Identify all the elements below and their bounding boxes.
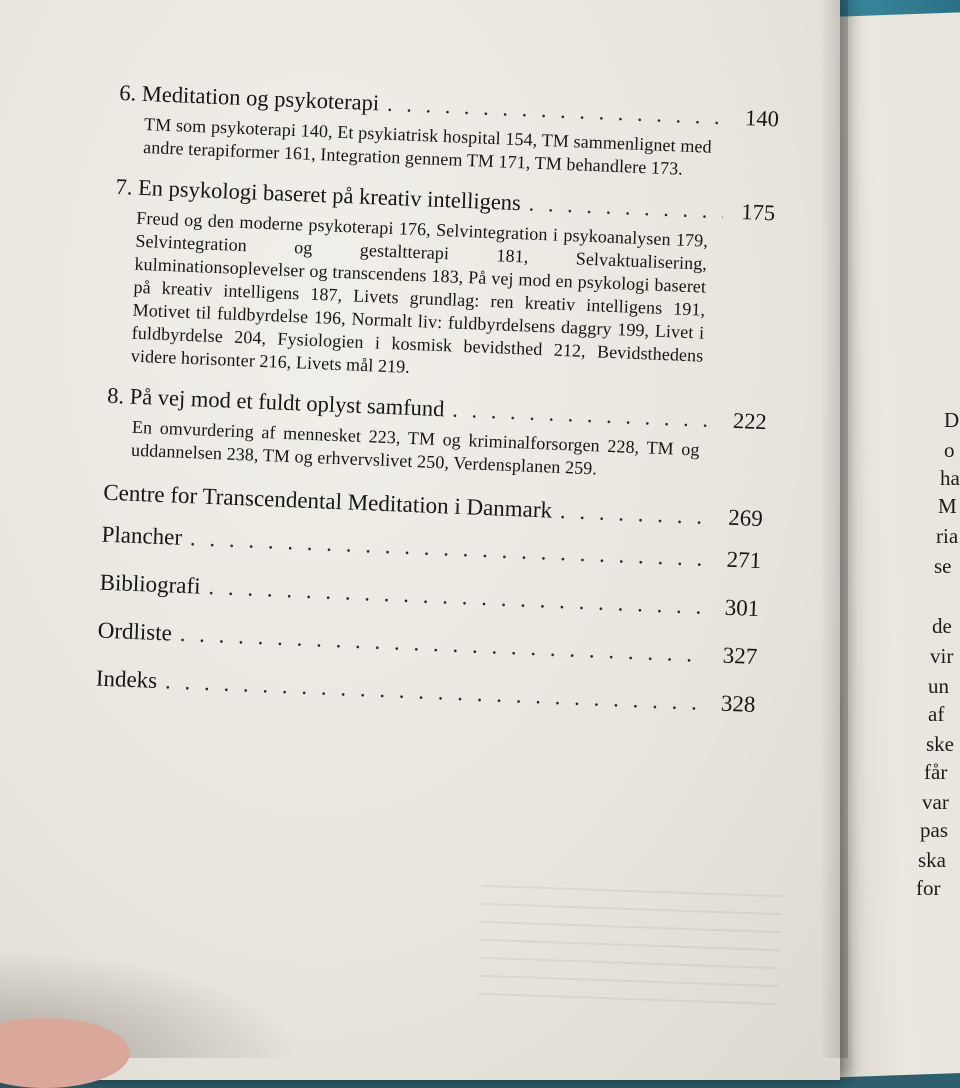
page-number: 222 (732, 407, 768, 435)
page-number: 328 (720, 690, 756, 717)
text-fragment: ha (940, 466, 960, 490)
dot-leader (528, 189, 724, 227)
page-number: 140 (744, 105, 780, 132)
text-fragment: un (928, 674, 949, 698)
text-fragment: for (916, 876, 941, 900)
table-of-contents (95, 78, 780, 729)
page-number: 269 (727, 504, 764, 532)
chapter-subentries: En omvurdering af mennesket 223, TM og kriminalforsorgen 228, TM og uddannelsen 238, TM og erhvervslivet 250, Verdensplanen 259. (130, 416, 700, 479)
text-fragment: ske (926, 732, 954, 756)
text-fragment: af (928, 702, 945, 726)
text-fragment: de (932, 614, 952, 638)
text-fragment: var (922, 790, 949, 814)
text-fragment: pas (920, 818, 948, 842)
text-fragment: får (924, 760, 948, 784)
chapter-subentries: Freud og den moderne psykoterapi 176, Selvintegration i psykoanalysen 179, Selvintegration og gestaltterapi 181, Selvaktualisering, kulminationsoplevelser og transcendens 183, På vej mod en psykologi baseret på kreativ intelligens 187, Livets grundlag: ren kreativ intelligens 191, Motivet til fuldbyrdelse 196, Normalt liv: fuldbyrdelsens daggry 199, Livet i fuldbyrdelse 204, Fysiologien i kosmisk bevidsthed 212, Bevidsthedens videre horisonter 216, Livets mål 219. (130, 207, 709, 377)
entry-title: Ordliste (97, 617, 173, 646)
dot-leader (559, 493, 711, 535)
chapter-title: 6. Meditation og psykoterapi (118, 79, 380, 116)
text-fragment: se (934, 554, 952, 578)
dot-leader (452, 395, 716, 436)
back-matter (95, 475, 764, 729)
text-fragment: vir (930, 644, 954, 668)
entry-title: Indeks (95, 665, 158, 693)
chapter-subentries: TM som psykoterapi 140, Et psykiatrisk hospital 154, TM sammenlignet med andre terapiformer 161, Integration gennem TM 171, TM behandlere 173. (142, 114, 713, 179)
text-fragment: M (938, 494, 957, 518)
toc-chapter-6 (117, 78, 780, 184)
entry-title: Plancher (101, 521, 183, 550)
chapter-title: 7. En psykologi baseret på kreativ intelligens (115, 173, 522, 216)
toc-chapter-7 (108, 172, 775, 393)
page-number: 271 (726, 546, 762, 574)
entry-title: Bibliografi (99, 569, 202, 599)
page-number: 301 (724, 594, 760, 622)
toc-chapter-8 (105, 381, 768, 487)
text-fragment: ria (936, 524, 959, 548)
text-fragment: ska (918, 848, 946, 872)
entry-title: Centre for Transcendental Meditation i Danmark (102, 479, 553, 523)
page-number: 327 (722, 642, 758, 670)
page-number: 175 (740, 199, 776, 226)
text-fragment: o (944, 438, 955, 462)
text-fragment: D (944, 408, 960, 432)
chapter-title: 8. På vej mod et fuldt oplyst samfund (106, 382, 445, 422)
